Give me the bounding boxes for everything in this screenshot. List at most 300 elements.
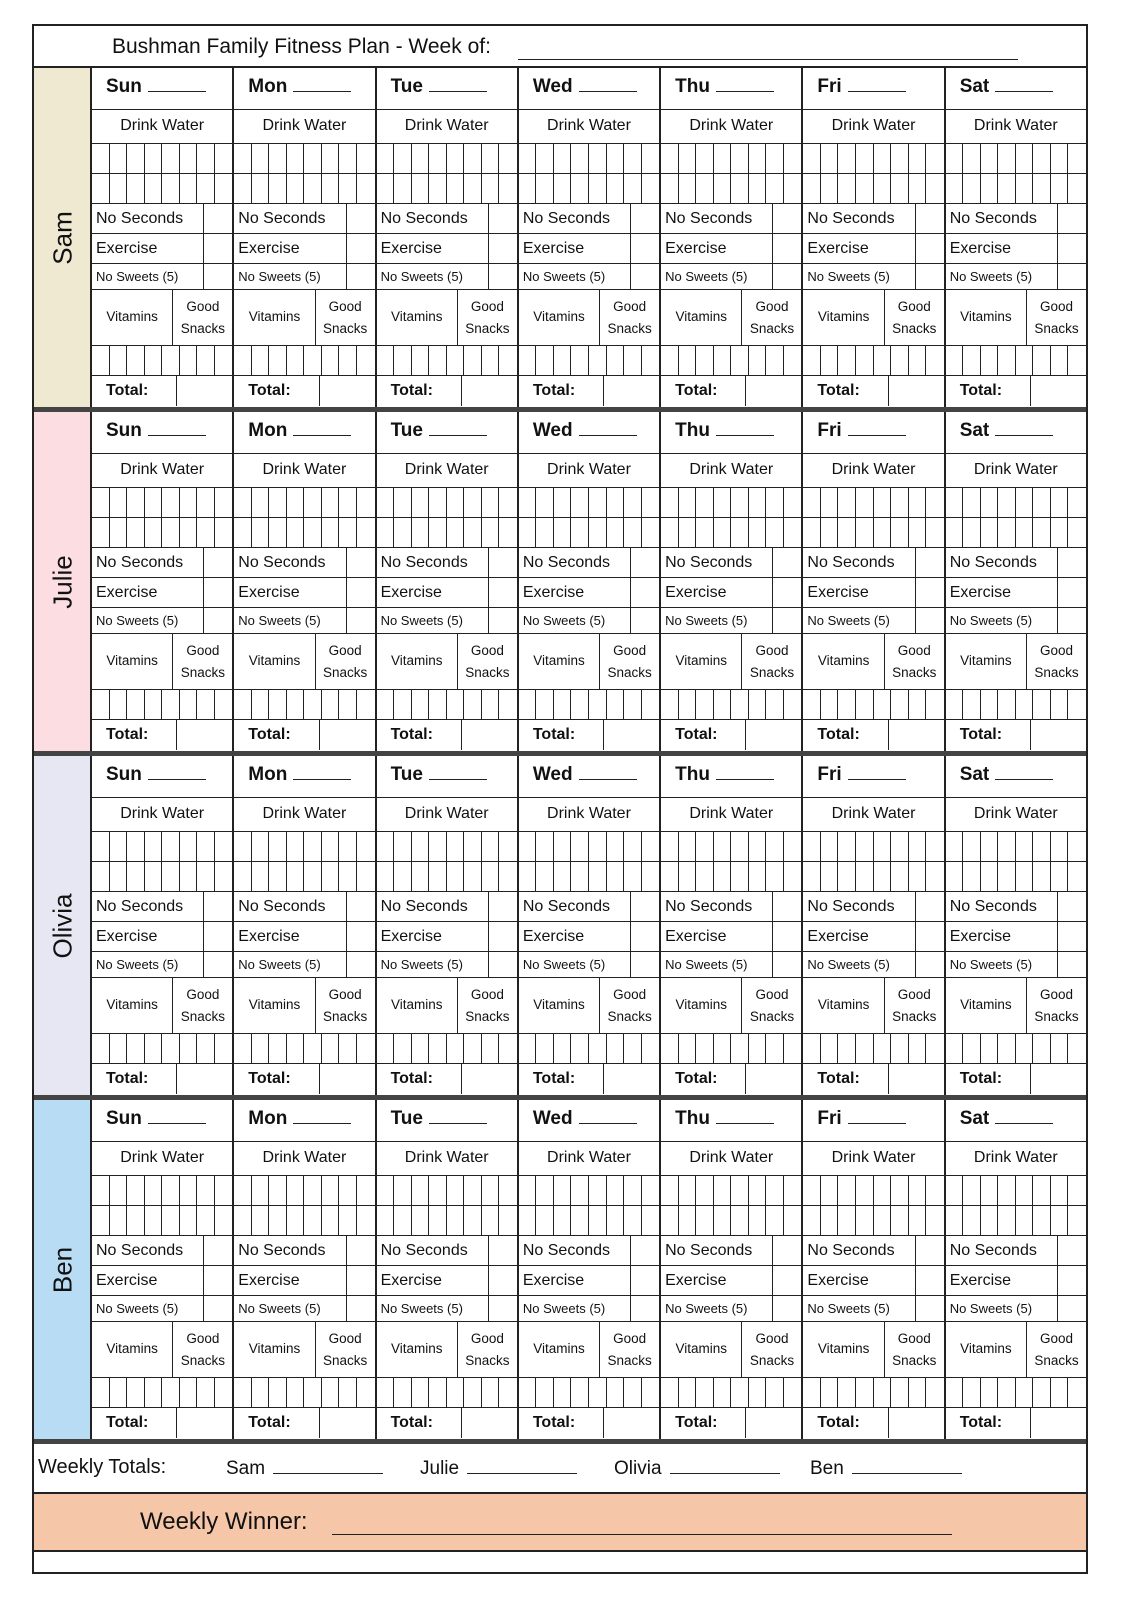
check-box[interactable]	[821, 1378, 839, 1408]
check-box[interactable]	[482, 488, 500, 518]
check-box[interactable]	[909, 1034, 927, 1064]
check-box[interactable]	[856, 144, 874, 174]
check-box[interactable]	[963, 1034, 981, 1064]
check-box[interactable]	[287, 1176, 305, 1206]
check-box[interactable]	[110, 488, 128, 518]
check-box[interactable]	[1033, 862, 1051, 892]
check-box[interactable]	[679, 488, 697, 518]
check-box[interactable]	[874, 1176, 892, 1206]
exercise-box[interactable]	[488, 578, 517, 607]
check-box[interactable]	[821, 1176, 839, 1206]
check-box[interactable]	[1051, 174, 1069, 204]
check-box[interactable]	[926, 690, 944, 720]
check-box[interactable]	[607, 144, 625, 174]
check-box[interactable]	[571, 832, 589, 862]
total-box[interactable]	[603, 1064, 659, 1094]
check-box[interactable]	[304, 1378, 322, 1408]
check-box[interactable]	[607, 690, 625, 720]
check-box[interactable]	[838, 862, 856, 892]
no-sweets-box[interactable]	[346, 608, 375, 633]
check-box[interactable]	[571, 1034, 589, 1064]
check-box[interactable]	[234, 832, 252, 862]
check-box[interactable]	[838, 1034, 856, 1064]
check-box[interactable]	[624, 346, 642, 376]
check-box[interactable]	[642, 1176, 660, 1206]
no-seconds-box[interactable]	[772, 892, 801, 921]
check-box[interactable]	[821, 832, 839, 862]
check-box[interactable]	[1016, 1034, 1034, 1064]
check-box[interactable]	[162, 862, 180, 892]
check-box[interactable]	[234, 174, 252, 204]
check-box[interactable]	[909, 1378, 927, 1408]
check-box[interactable]	[252, 144, 270, 174]
no-seconds-box[interactable]	[1057, 204, 1086, 233]
check-box[interactable]	[357, 488, 375, 518]
check-box[interactable]	[339, 144, 357, 174]
check-box[interactable]	[856, 1206, 874, 1236]
check-box[interactable]	[357, 144, 375, 174]
check-box[interactable]	[571, 690, 589, 720]
check-box[interactable]	[661, 862, 679, 892]
check-box[interactable]	[287, 690, 305, 720]
check-box[interactable]	[499, 1034, 517, 1064]
check-box[interactable]	[234, 144, 252, 174]
check-box[interactable]	[412, 690, 430, 720]
check-box[interactable]	[926, 488, 944, 518]
check-box[interactable]	[234, 1034, 252, 1064]
check-box[interactable]	[803, 1206, 821, 1236]
check-box[interactable]	[215, 1176, 233, 1206]
check-box[interactable]	[394, 1176, 412, 1206]
check-box[interactable]	[838, 1378, 856, 1408]
check-box[interactable]	[339, 488, 357, 518]
no-seconds-box[interactable]	[772, 204, 801, 233]
total-box[interactable]	[888, 376, 944, 406]
check-box[interactable]	[1033, 690, 1051, 720]
no-sweets-box[interactable]	[488, 608, 517, 633]
exercise-box[interactable]	[915, 922, 944, 951]
check-box[interactable]	[642, 488, 660, 518]
check-box[interactable]	[215, 690, 233, 720]
date-field[interactable]	[848, 77, 906, 92]
check-box[interactable]	[696, 346, 714, 376]
no-seconds-box[interactable]	[203, 548, 232, 577]
check-box[interactable]	[821, 862, 839, 892]
check-box[interactable]	[554, 862, 572, 892]
check-box[interactable]	[589, 1206, 607, 1236]
no-seconds-box[interactable]	[1057, 548, 1086, 577]
check-box[interactable]	[1016, 690, 1034, 720]
check-box[interactable]	[1016, 518, 1034, 548]
check-box[interactable]	[519, 690, 537, 720]
exercise-box[interactable]	[1057, 578, 1086, 607]
check-box[interactable]	[304, 1034, 322, 1064]
check-box[interactable]	[749, 1034, 767, 1064]
check-box[interactable]	[679, 518, 697, 548]
check-box[interactable]	[1068, 1176, 1086, 1206]
exercise-box[interactable]	[772, 1266, 801, 1295]
no-sweets-box[interactable]	[1057, 952, 1086, 977]
check-box[interactable]	[679, 1034, 697, 1064]
check-box[interactable]	[357, 1176, 375, 1206]
check-box[interactable]	[269, 832, 287, 862]
check-box[interactable]	[554, 1378, 572, 1408]
check-box[interactable]	[304, 488, 322, 518]
check-box[interactable]	[714, 862, 732, 892]
check-box[interactable]	[554, 1034, 572, 1064]
check-box[interactable]	[714, 488, 732, 518]
check-box[interactable]	[377, 346, 395, 376]
check-box[interactable]	[499, 862, 517, 892]
check-box[interactable]	[607, 1034, 625, 1064]
check-box[interactable]	[963, 518, 981, 548]
check-box[interactable]	[92, 690, 110, 720]
check-box[interactable]	[234, 1378, 252, 1408]
check-box[interactable]	[536, 488, 554, 518]
check-box[interactable]	[304, 862, 322, 892]
check-box[interactable]	[998, 518, 1016, 548]
check-box[interactable]	[357, 346, 375, 376]
check-box[interactable]	[661, 174, 679, 204]
check-box[interactable]	[624, 518, 642, 548]
check-box[interactable]	[607, 174, 625, 204]
check-box[interactable]	[838, 144, 856, 174]
exercise-box[interactable]	[346, 922, 375, 951]
check-box[interactable]	[394, 862, 412, 892]
check-box[interactable]	[784, 832, 802, 862]
check-box[interactable]	[1033, 174, 1051, 204]
check-box[interactable]	[429, 862, 447, 892]
check-box[interactable]	[624, 1378, 642, 1408]
check-box[interactable]	[377, 488, 395, 518]
check-box[interactable]	[696, 518, 714, 548]
check-box[interactable]	[464, 346, 482, 376]
exercise-box[interactable]	[346, 1266, 375, 1295]
check-box[interactable]	[197, 832, 215, 862]
check-box[interactable]	[731, 346, 749, 376]
check-box[interactable]	[499, 174, 517, 204]
check-box[interactable]	[981, 174, 999, 204]
check-box[interactable]	[394, 690, 412, 720]
check-box[interactable]	[571, 1176, 589, 1206]
check-box[interactable]	[197, 488, 215, 518]
check-box[interactable]	[696, 1378, 714, 1408]
check-box[interactable]	[1051, 346, 1069, 376]
check-box[interactable]	[1051, 832, 1069, 862]
check-box[interactable]	[464, 144, 482, 174]
check-box[interactable]	[234, 862, 252, 892]
check-box[interactable]	[269, 862, 287, 892]
total-box[interactable]	[319, 720, 375, 750]
date-field[interactable]	[429, 77, 487, 92]
check-box[interactable]	[339, 862, 357, 892]
check-box[interactable]	[642, 862, 660, 892]
check-box[interactable]	[803, 1378, 821, 1408]
check-box[interactable]	[322, 1378, 340, 1408]
check-box[interactable]	[377, 1378, 395, 1408]
check-box[interactable]	[803, 1034, 821, 1064]
check-box[interactable]	[145, 862, 163, 892]
no-sweets-box[interactable]	[346, 264, 375, 289]
check-box[interactable]	[946, 690, 964, 720]
check-box[interactable]	[1033, 1378, 1051, 1408]
no-seconds-box[interactable]	[488, 548, 517, 577]
check-box[interactable]	[322, 144, 340, 174]
check-box[interactable]	[821, 1206, 839, 1236]
check-box[interactable]	[589, 174, 607, 204]
check-box[interactable]	[607, 862, 625, 892]
no-seconds-box[interactable]	[203, 204, 232, 233]
date-field[interactable]	[995, 765, 1053, 780]
check-box[interactable]	[856, 690, 874, 720]
check-box[interactable]	[891, 690, 909, 720]
check-box[interactable]	[127, 690, 145, 720]
check-box[interactable]	[1016, 144, 1034, 174]
check-box[interactable]	[287, 862, 305, 892]
check-box[interactable]	[394, 1206, 412, 1236]
check-box[interactable]	[412, 862, 430, 892]
check-box[interactable]	[464, 1378, 482, 1408]
check-box[interactable]	[731, 1034, 749, 1064]
check-box[interactable]	[946, 488, 964, 518]
check-box[interactable]	[714, 174, 732, 204]
check-box[interactable]	[926, 346, 944, 376]
check-box[interactable]	[339, 832, 357, 862]
check-box[interactable]	[661, 144, 679, 174]
check-box[interactable]	[447, 1034, 465, 1064]
check-box[interactable]	[215, 174, 233, 204]
check-box[interactable]	[197, 1176, 215, 1206]
check-box[interactable]	[661, 1378, 679, 1408]
no-seconds-box[interactable]	[772, 1236, 801, 1265]
check-box[interactable]	[766, 690, 784, 720]
check-box[interactable]	[946, 174, 964, 204]
check-box[interactable]	[252, 1206, 270, 1236]
check-box[interactable]	[536, 1034, 554, 1064]
check-box[interactable]	[589, 832, 607, 862]
check-box[interactable]	[766, 518, 784, 548]
check-box[interactable]	[714, 346, 732, 376]
check-box[interactable]	[589, 144, 607, 174]
check-box[interactable]	[287, 1034, 305, 1064]
date-field[interactable]	[848, 765, 906, 780]
check-box[interactable]	[482, 690, 500, 720]
check-box[interactable]	[766, 1034, 784, 1064]
check-box[interactable]	[946, 1206, 964, 1236]
check-box[interactable]	[412, 346, 430, 376]
check-box[interactable]	[252, 862, 270, 892]
check-box[interactable]	[394, 1378, 412, 1408]
check-box[interactable]	[215, 862, 233, 892]
check-box[interactable]	[1016, 1206, 1034, 1236]
check-box[interactable]	[731, 518, 749, 548]
check-box[interactable]	[377, 144, 395, 174]
no-seconds-box[interactable]	[915, 1236, 944, 1265]
no-sweets-box[interactable]	[915, 1296, 944, 1321]
check-box[interactable]	[127, 1034, 145, 1064]
check-box[interactable]	[536, 862, 554, 892]
check-box[interactable]	[1033, 346, 1051, 376]
no-seconds-box[interactable]	[915, 204, 944, 233]
check-box[interactable]	[394, 1034, 412, 1064]
exercise-box[interactable]	[630, 578, 659, 607]
check-box[interactable]	[731, 488, 749, 518]
check-box[interactable]	[1068, 488, 1086, 518]
check-box[interactable]	[642, 1206, 660, 1236]
check-box[interactable]	[696, 1034, 714, 1064]
exercise-box[interactable]	[488, 922, 517, 951]
check-box[interactable]	[874, 174, 892, 204]
check-box[interactable]	[749, 690, 767, 720]
check-box[interactable]	[215, 346, 233, 376]
check-box[interactable]	[926, 1034, 944, 1064]
total-box[interactable]	[745, 720, 801, 750]
check-box[interactable]	[679, 346, 697, 376]
no-sweets-box[interactable]	[772, 264, 801, 289]
check-box[interactable]	[554, 144, 572, 174]
check-box[interactable]	[909, 1206, 927, 1236]
check-box[interactable]	[891, 174, 909, 204]
check-box[interactable]	[642, 174, 660, 204]
check-box[interactable]	[821, 1034, 839, 1064]
check-box[interactable]	[252, 346, 270, 376]
date-field[interactable]	[148, 1109, 206, 1124]
check-box[interactable]	[127, 174, 145, 204]
check-box[interactable]	[464, 862, 482, 892]
no-sweets-box[interactable]	[772, 952, 801, 977]
check-box[interactable]	[679, 832, 697, 862]
check-box[interactable]	[499, 1378, 517, 1408]
exercise-box[interactable]	[772, 578, 801, 607]
check-box[interactable]	[1033, 1034, 1051, 1064]
check-box[interactable]	[145, 690, 163, 720]
check-box[interactable]	[357, 1378, 375, 1408]
check-box[interactable]	[357, 862, 375, 892]
no-sweets-box[interactable]	[346, 1296, 375, 1321]
check-box[interactable]	[838, 346, 856, 376]
check-box[interactable]	[482, 144, 500, 174]
check-box[interactable]	[464, 488, 482, 518]
check-box[interactable]	[642, 832, 660, 862]
check-box[interactable]	[536, 518, 554, 548]
date-field[interactable]	[848, 421, 906, 436]
no-sweets-box[interactable]	[915, 608, 944, 633]
check-box[interactable]	[749, 488, 767, 518]
check-box[interactable]	[92, 346, 110, 376]
check-box[interactable]	[339, 1034, 357, 1064]
check-box[interactable]	[963, 1176, 981, 1206]
check-box[interactable]	[1068, 1378, 1086, 1408]
check-box[interactable]	[909, 832, 927, 862]
check-box[interactable]	[714, 1206, 732, 1236]
check-box[interactable]	[998, 144, 1016, 174]
check-box[interactable]	[803, 832, 821, 862]
check-box[interactable]	[412, 488, 430, 518]
date-field[interactable]	[579, 77, 637, 92]
date-field[interactable]	[995, 1109, 1053, 1124]
check-box[interactable]	[394, 174, 412, 204]
check-box[interactable]	[145, 174, 163, 204]
check-box[interactable]	[803, 488, 821, 518]
check-box[interactable]	[412, 144, 430, 174]
check-box[interactable]	[145, 1176, 163, 1206]
check-box[interactable]	[92, 144, 110, 174]
date-field[interactable]	[716, 765, 774, 780]
check-box[interactable]	[357, 690, 375, 720]
check-box[interactable]	[447, 346, 465, 376]
total-box[interactable]	[888, 720, 944, 750]
check-box[interactable]	[803, 862, 821, 892]
check-box[interactable]	[1068, 690, 1086, 720]
check-box[interactable]	[661, 1206, 679, 1236]
check-box[interactable]	[322, 1034, 340, 1064]
exercise-box[interactable]	[630, 1266, 659, 1295]
no-seconds-box[interactable]	[915, 892, 944, 921]
check-box[interactable]	[394, 346, 412, 376]
check-box[interactable]	[981, 518, 999, 548]
check-box[interactable]	[197, 1034, 215, 1064]
check-box[interactable]	[766, 1206, 784, 1236]
no-seconds-box[interactable]	[772, 548, 801, 577]
check-box[interactable]	[856, 862, 874, 892]
check-box[interactable]	[696, 144, 714, 174]
check-box[interactable]	[624, 1206, 642, 1236]
exercise-box[interactable]	[346, 578, 375, 607]
check-box[interactable]	[464, 518, 482, 548]
check-box[interactable]	[429, 174, 447, 204]
check-box[interactable]	[252, 488, 270, 518]
total-box[interactable]	[1030, 1064, 1086, 1094]
check-box[interactable]	[499, 1206, 517, 1236]
check-box[interactable]	[661, 518, 679, 548]
check-box[interactable]	[536, 1378, 554, 1408]
check-box[interactable]	[304, 144, 322, 174]
exercise-box[interactable]	[488, 1266, 517, 1295]
check-box[interactable]	[1051, 144, 1069, 174]
check-box[interactable]	[339, 690, 357, 720]
check-box[interactable]	[909, 174, 927, 204]
check-box[interactable]	[482, 518, 500, 548]
no-sweets-box[interactable]	[203, 264, 232, 289]
check-box[interactable]	[963, 690, 981, 720]
check-box[interactable]	[180, 518, 198, 548]
check-box[interactable]	[963, 144, 981, 174]
check-box[interactable]	[874, 346, 892, 376]
check-box[interactable]	[624, 690, 642, 720]
check-box[interactable]	[554, 1176, 572, 1206]
check-box[interactable]	[998, 174, 1016, 204]
check-box[interactable]	[519, 518, 537, 548]
check-box[interactable]	[1068, 174, 1086, 204]
no-sweets-box[interactable]	[1057, 1296, 1086, 1321]
check-box[interactable]	[589, 1176, 607, 1206]
check-box[interactable]	[252, 1378, 270, 1408]
check-box[interactable]	[377, 518, 395, 548]
check-box[interactable]	[180, 144, 198, 174]
check-box[interactable]	[110, 690, 128, 720]
check-box[interactable]	[838, 1176, 856, 1206]
exercise-box[interactable]	[1057, 922, 1086, 951]
check-box[interactable]	[731, 832, 749, 862]
no-sweets-box[interactable]	[488, 952, 517, 977]
check-box[interactable]	[447, 1378, 465, 1408]
check-box[interactable]	[429, 832, 447, 862]
check-box[interactable]	[499, 346, 517, 376]
check-box[interactable]	[784, 518, 802, 548]
check-box[interactable]	[1051, 518, 1069, 548]
check-box[interactable]	[287, 1206, 305, 1236]
check-box[interactable]	[696, 690, 714, 720]
